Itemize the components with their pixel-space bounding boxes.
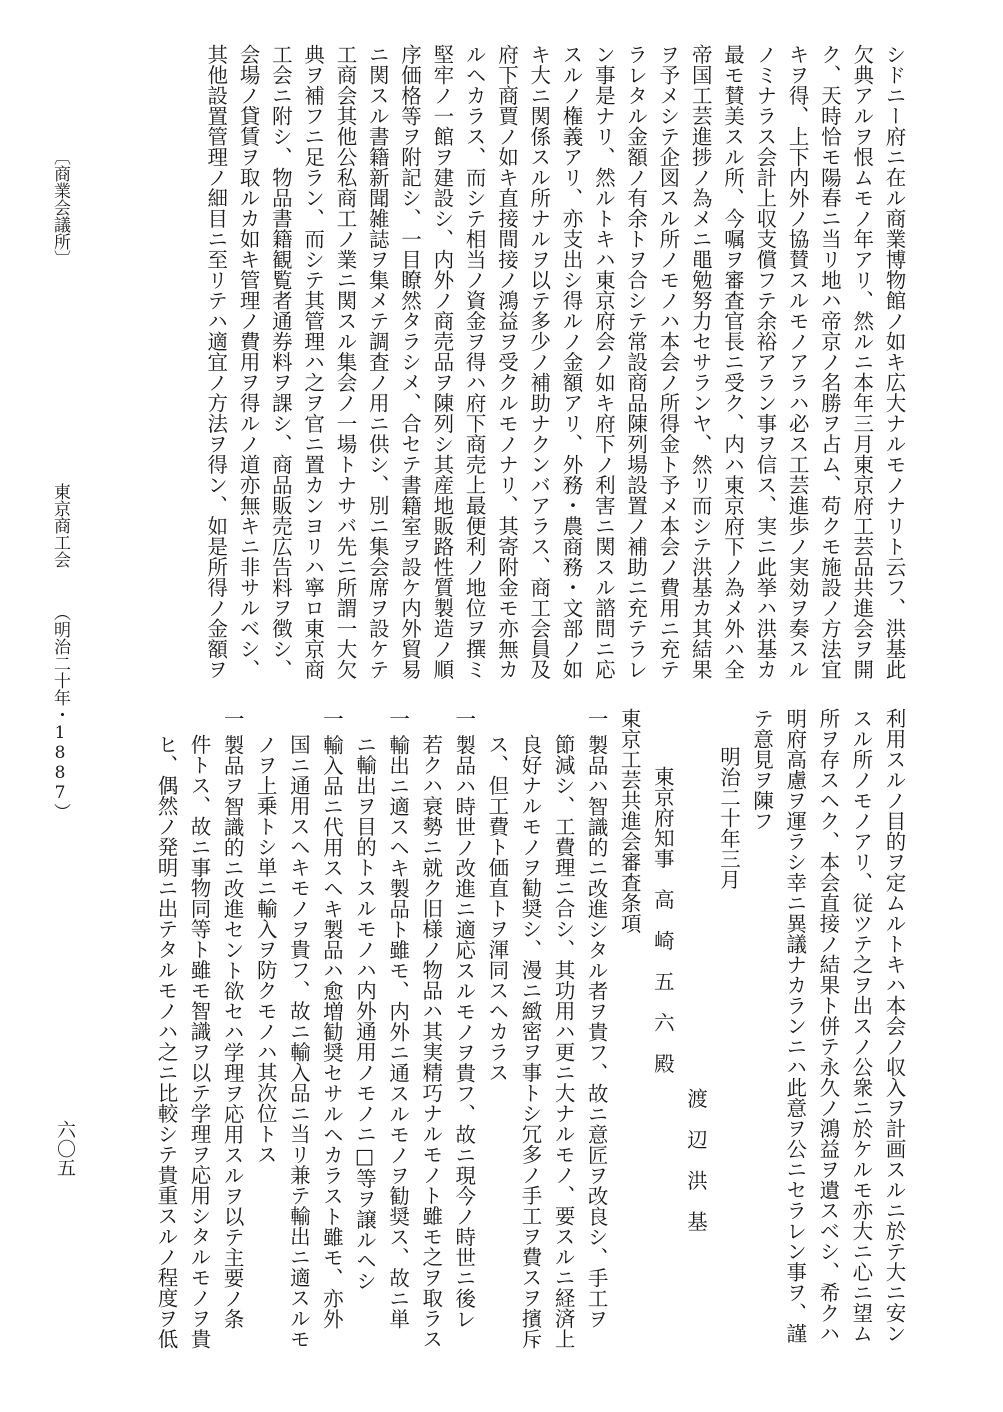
list-item-line: 節減シ、工費理ニ合シ、其功用ハ更ニ大ナルモノ、要スルニ経済上 — [551, 734, 576, 1349]
item-marker: 一 — [220, 708, 245, 729]
page-number: 六〇五 — [54, 1120, 76, 1177]
text-line: 最モ賛美スル所、今嘱ヲ審査官長ニ受ク、内ハ東京府下ノ為メ外ハ全 — [720, 44, 745, 680]
text-line: 欠典アルヲ恨ムモノ年アリ、然ルニ本年三月東京府工芸品共進会ヲ開 — [849, 44, 874, 680]
text-line: 明府高慮ヲ運ラシ幸ニ異議ナカランニハ此意ヲ公ニセラレン事ヲ、謹 — [782, 708, 807, 1344]
list-item-first-line — [314, 708, 347, 1329]
list-item-line: 若クハ衰勢ニ就ク旧様ノ物品ハ其実精巧ナルモノト雖モ之ヲ取ラス — [418, 734, 443, 1349]
text-line: ニ関スル書籍新聞雑誌ヲ集メテ調査ノ用ニ供シ、別ニ集会席ヲ設ケテ — [365, 44, 390, 680]
upper-text-block — [120, 44, 910, 680]
text-line: 工商会其他公私商工ノ業ニ関スル集会ノ一場トナサバ先ニ所謂一大欠 — [332, 44, 357, 680]
text-line: ノミナラス会計上収支償フテ余裕アラン事ヲ信ス、実ニ此挙ハ洪基カ — [752, 44, 777, 680]
text-line: 会場ノ貸賃ヲ取ルカ如キ管理ノ費用ヲ得ルノ道亦無キニ非サルベシ、 — [236, 44, 261, 680]
era-label: （明治二十年・1887） — [50, 604, 70, 820]
list-item-first-line — [447, 708, 480, 1329]
text-line: ヲ予メシテ企図スル所ノモノハ本会ノ所得金ト予メ本会ノ費用ニ充テ — [655, 44, 680, 680]
list-item-line: ノヲ上乗トシ単ニ輸入ヲ防クモノハ其次位トス — [253, 734, 278, 1165]
item-marker: 一 — [584, 708, 609, 729]
text-line: ク、天時恰モ陽春ニ当リ地ハ帝京ノ名勝ヲ占ム、苟クモ施設ノ方法宜 — [817, 44, 842, 680]
addressee: 東京府知事 高 崎 五 六 殿 — [650, 766, 675, 1074]
section-title: 東京工芸共進会審査条項 — [617, 708, 642, 934]
text-line: ン事是ナリ、然ルトキハ東京府会ノ如キ府下ノ利害ニ関スル諮問ニ応 — [591, 44, 616, 680]
org-title: 東京商工会 — [50, 483, 70, 568]
text-line: スル所ノモノアリ、従ツテ之ヲ出スノ公衆ニ於ケルモ亦大ニ心ニ望ム — [848, 708, 873, 1344]
document-date: 明治二十年三月 — [716, 746, 741, 890]
text-line: シドニー府ニ在ル商業博物館ノ如キ広大ナルモノナリト云フ、洪基此 — [882, 44, 906, 680]
list-item-first-line — [215, 708, 248, 1329]
text-line: 其他設置管理ノ細目ニ至リテハ適宜ノ方法ヲ得ン、如是所得ノ金額ヲ — [203, 44, 228, 680]
list-item-line: ニ輸出ヲ目的トスルモノハ内外通用ノモノニ□等ヲ譲ルヘシ — [352, 734, 377, 1291]
list-item-line: 良好ナルモノヲ勧奨シ、漫ニ緻密ヲ事トシ冗多ノ手工ヲ費スヲ擯斥 — [517, 734, 542, 1349]
text-line: 府下商賈ノ如キ直接間接ノ鴻益ヲ受クルモノナリ、其寄附金モ亦無カ — [494, 44, 519, 680]
text-line: テ意見ヲ陳フ — [749, 708, 774, 831]
text-line: 利用スルノ目的ヲ定ムルトキハ本会ノ収入ヲ計画スルニ於テ大ニ安ン — [882, 708, 906, 1344]
text-line: スルノ権義アリ、亦支出シ得ルノ金額アリ、外務・農商務・文部ノ如 — [559, 44, 584, 680]
item-marker: 一 — [451, 708, 476, 729]
text-line: 所ヲ存スヘク、本会直接ノ結果ト併テ永久ノ鴻益ヲ遺スベシ、希クハ — [815, 708, 840, 1344]
signer-name: 渡 辺 洪 基 — [683, 1088, 708, 1232]
item-marker: 一 — [319, 708, 344, 729]
list-item-line: ヒ、偶然ノ発明ニ出テタルモノハ之ニ比較シテ貴重スルノ程度ヲ低 — [153, 734, 178, 1349]
list-item-first-line — [579, 708, 612, 1329]
item-text: 製品ヲ智識的ニ改進セント欲セハ学理ヲ応用スルヲ以テ主要ノ条 — [220, 734, 245, 1329]
item-text: 製品ハ時世ノ改進ニ適応スルモノヲ貴フ、故ニ現今ノ時世ニ後レ — [451, 734, 476, 1329]
text-line: 堅牢ノ一館ヲ建設シ、内外ノ商売品ヲ陳列シ其産地販路性質製造ノ順 — [429, 44, 454, 680]
text-line: 序価格等ヲ附記シ、一目瞭然タラシメ、合セテ書籍室ヲ設ケ内外貿易 — [397, 44, 422, 680]
item-text: 輸入品ニ代用スヘキ製品ハ愈増勧奨セサルヘカラスト雖モ、亦外 — [319, 734, 344, 1329]
list-item-first-line — [381, 708, 414, 1329]
list-item-line: 国ニ通用スヘキモノヲ貴フ、故ニ輸入品ニ当リ兼テ輸出ニ適スルモ — [286, 734, 311, 1349]
item-text: 製品ハ智識的ニ改進シタル者ヲ貴フ、故ニ意匠ヲ改良シ、手工ヲ — [584, 734, 609, 1329]
lower-text-block — [153, 708, 910, 1349]
text-line: キヲ得、上下内外ノ協賛スルモノアラハ必ス工芸進歩ノ実効ヲ奏スル — [785, 44, 810, 680]
section-label: 〔商業会議所〕 — [50, 148, 70, 267]
text-line: 帝国工芸進捗ノ為メニ黽勉努力セサランヤ、然リ而シテ洪基カ其結果 — [688, 44, 713, 680]
text-line: キ大ニ関係スル所ナルヲ以テ多少ノ補助ナクンバアラス、商工会員及 — [526, 44, 551, 680]
text-line: ラレタル金額ノ有余トヲ合シテ常設商品陳列場設置ノ補助ニ充テラレ — [623, 44, 648, 680]
text-line: 工会ニ附シ、物品書籍観覧者通券料ヲ課シ、商品販売広告料ヲ徴シ、 — [268, 44, 293, 680]
list-item-line: 件トス、故ニ事物同等ト雖モ智識ヲ以テ学理ヲ応用シタルモノヲ貴 — [187, 734, 212, 1349]
list-item-line: ス、但工費ト価直トヲ渾同スヘカラス — [484, 734, 509, 1083]
text-line: 典ヲ補フニ足ラン、而シテ其管理ハ之ヲ官ニ置カンヨリハ寧ロ東京商 — [300, 44, 325, 680]
running-header — [48, 148, 73, 820]
text-line: ルヘカラス、而シテ相当ノ資金ヲ得ハ府下商売上最便利ノ地位ヲ撰ミ — [462, 44, 487, 680]
item-marker: 一 — [385, 708, 410, 729]
item-text: 輸出ニ適スヘキ製品ト雖モ、内外ニ通スルモノヲ勧奨ス、故ニ単 — [385, 734, 410, 1329]
